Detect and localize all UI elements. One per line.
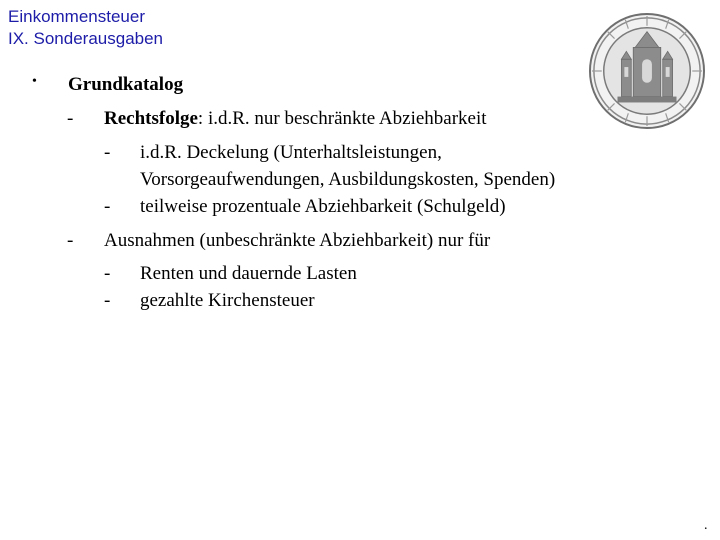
subitem-line: i.d.R. Deckelung (Unterhaltsleistungen, xyxy=(140,142,442,163)
dash-subitem: - xyxy=(104,142,111,163)
dash-rechtsfolge: - xyxy=(67,108,74,129)
subitem-line: Renten und dauernde Lasten xyxy=(140,263,357,284)
bullet-icon: • xyxy=(32,74,37,89)
slide-subtitle: IX. Sonderausgaben xyxy=(8,29,164,48)
dash-ausnahmen: - xyxy=(67,230,74,251)
dash-subitem: - xyxy=(104,263,111,284)
ausnahmen-item: Ausnahmen (unbeschränkte Abziehbarkeit) nur für xyxy=(104,230,491,251)
subitem-line: teilweise prozentuale Abziehbarkeit (Schulgeld) xyxy=(140,196,506,217)
subitem-line: gezahlte Kirchensteuer xyxy=(140,290,315,311)
dash-subitem: - xyxy=(104,196,111,217)
main-item-grundkatalog: Grundkatalog xyxy=(68,74,184,95)
footer-dot: . xyxy=(704,518,708,533)
rechtsfolge-label: Rechtsfolge xyxy=(104,108,198,129)
dash-subitem: - xyxy=(104,290,111,311)
subitem-line: Vorsorgeaufwendungen, Ausbildungskosten, Spenden) xyxy=(140,169,556,190)
rechtsfolge-text: : i.d.R. nur beschränkte Abziehbarkeit xyxy=(197,108,487,129)
rechtsfolge-item xyxy=(104,108,487,130)
slide-title: Einkommensteuer xyxy=(8,7,146,26)
slide-header xyxy=(8,6,163,50)
university-seal-icon xyxy=(588,12,706,130)
